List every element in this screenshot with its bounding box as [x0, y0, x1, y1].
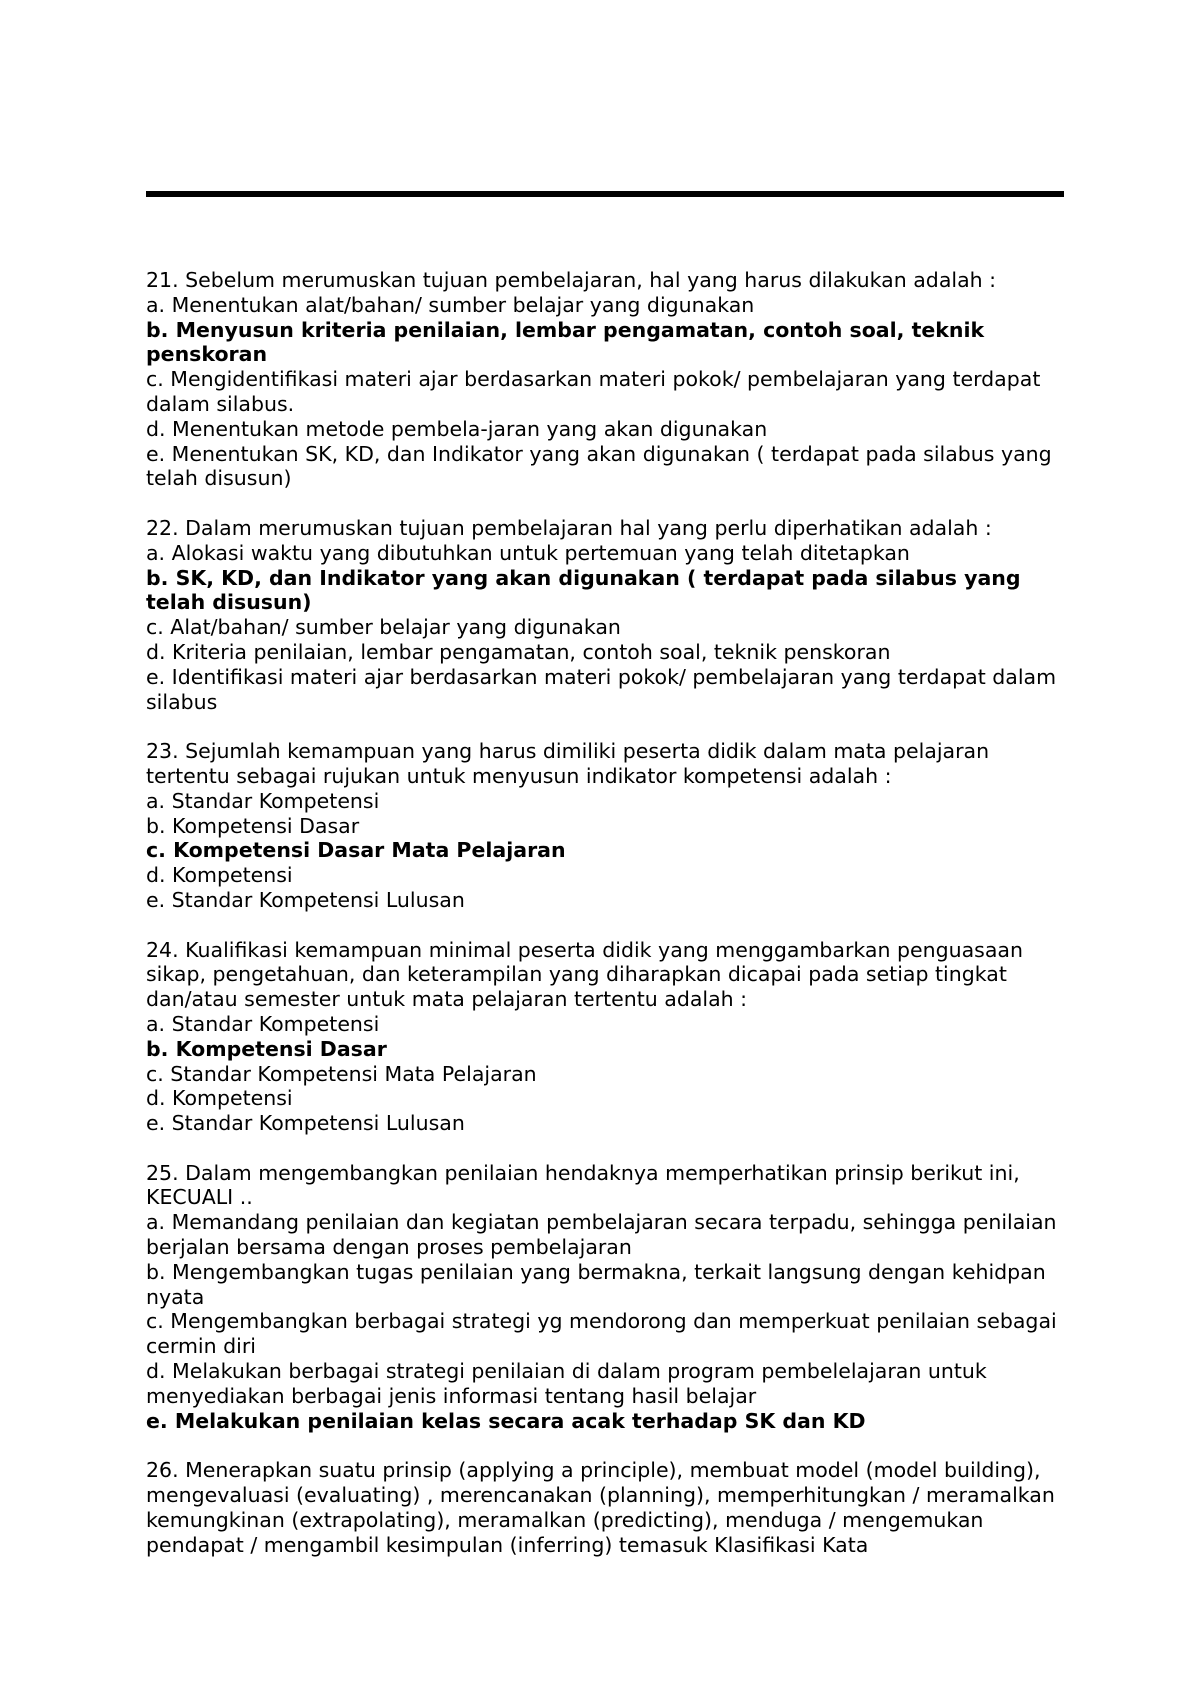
question-stem: 21. Sebelum merumuskan tujuan pembelajaran, hal yang harus dilakukan adalah :	[146, 268, 997, 292]
question-23	[146, 739, 1076, 913]
option-c: c. Standar Kompetensi Mata Pelajaran	[146, 1061, 537, 1086]
question-stem: 22. Dalam merumuskan tujuan pembelajaran hal yang perlu diperhatikan adalah :	[146, 515, 992, 540]
question-stem: 25. Dalam mengembangkan penilaian hendaknya memperhatikan prinsip berikut ini, KECUALI ..	[146, 1160, 1020, 1210]
option-b-answer: b. Kompetensi Dasar	[146, 1036, 387, 1061]
option-b: b. Kompetensi Dasar	[146, 813, 360, 838]
question-22	[146, 516, 1076, 714]
question-stem: 24. Kualifikasi kemampuan minimal peserta didik yang menggambarkan penguasaan sikap, pengetahuan, dan keterampilan yang diharapkan dicapai pada setiap tingkat dan/atau semester untuk mata pelajaran tertentu adalah :	[146, 937, 1023, 1012]
option-c-answer: c. Kompetensi Dasar Mata Pelajaran	[146, 838, 566, 863]
question-25	[146, 1161, 1076, 1434]
option-c: c. Mengembangkan berbagai strategi yg mendorong dan memperkuat penilaian sebagai cermin diri	[146, 1309, 1057, 1359]
question-21	[146, 268, 1076, 491]
option-c: c. Alat/bahan/ sumber belajar yang digunakan	[146, 615, 621, 640]
question-26	[146, 1458, 1076, 1557]
question-24	[146, 938, 1076, 1136]
question-stem: 23. Sejumlah kemampuan yang harus dimiliki peserta didik dalam mata pelajaran tertentu sebagai rujukan untuk menyusun indikator kompetensi adalah :	[146, 739, 990, 788]
option-d: d. Kompetensi	[146, 1086, 293, 1111]
option-b: b. Mengembangkan tugas penilaian yang bermakna, terkait langsung dengan kehidpan nyata	[146, 1259, 1046, 1309]
option-a: a. Menentukan alat/bahan/ sumber belajar yang digunakan	[146, 292, 755, 317]
option-d: d. Kriteria penilaian, lembar pengamatan, contoh soal, teknik penskoran	[146, 639, 891, 664]
option-e: e. Standar Kompetensi Lulusan	[146, 887, 465, 912]
option-e-answer: e. Melakukan penilaian kelas secara acak terhadap SK dan KD	[146, 1408, 866, 1433]
option-c: c. Mengidentifikasi materi ajar berdasarkan materi pokok/ pembelajaran yang terdapat dalam silabus.	[146, 367, 1041, 416]
question-list	[146, 268, 1076, 1582]
option-a: a. Standar Kompetensi	[146, 788, 380, 813]
option-a: a. Memandang penilaian dan kegiatan pembelajaran secara terpadu, sehingga penilaian berjalan bersama dengan proses pembelajaran	[146, 1210, 1057, 1260]
header-rule	[146, 191, 1064, 197]
option-e: e. Menentukan SK, KD, dan Indikator yang akan digunakan ( terdapat pada silabus yang telah disusun)	[146, 441, 1052, 491]
option-d: d. Melakukan berbagai strategi penilaian di dalam program pembelelajaran untuk menyediakan berbagai jenis informasi tentang hasil belajar	[146, 1359, 987, 1408]
option-b-answer: b. Menyusun kriteria penilaian, lembar pengamatan, contoh soal, teknik penskoran	[146, 317, 985, 367]
option-e: e. Standar Kompetensi Lulusan	[146, 1111, 465, 1136]
question-stem: 26. Menerapkan suatu prinsip (applying a principle), membuat model (model building), mengevaluasi (evaluating) , merencanakan (planning), memperhitungkan / meramalkan kemungkinan (extrapolating), meramalkan (predicting), menduga / mengemukan pendapat / mengambil kesimpulan (inferring) temasuk Klasifikasi Kata	[146, 1458, 1055, 1557]
option-a: a. Standar Kompetensi	[146, 1011, 380, 1036]
option-d: d. Menentukan metode pembela-jaran yang akan digunakan	[146, 416, 768, 441]
option-a: a. Alokasi waktu yang dibutuhkan untuk pertemuan yang telah ditetapkan	[146, 540, 910, 565]
option-e: e. Identifikasi materi ajar berdasarkan materi pokok/ pembelajaran yang terdapat dalam silabus	[146, 664, 1057, 714]
option-d: d. Kompetensi	[146, 863, 293, 888]
option-b-answer: b. SK, KD, dan Indikator yang akan digunakan ( terdapat pada silabus yang telah disusun)	[146, 565, 1021, 615]
